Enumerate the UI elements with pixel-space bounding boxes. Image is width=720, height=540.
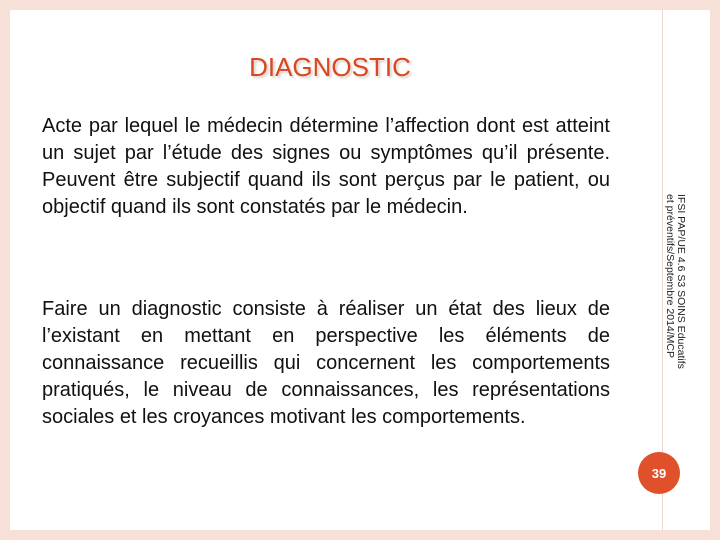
explanation-paragraph: Faire un diagnostic consiste à réaliser un état des lieux de l’existant en mettant en perspective les éléments de connaissance recueillis qui concernent les comportements pratiqués, le niveau de connaissances, les représentations sociales et les croyances motivant les comportements.	[42, 298, 610, 428]
definition-paragraph: Acte par lequel le médecin détermine l’affection dont est atteint un sujet par l’étude des signes ou symptômes qu’il présente. Peuvent être subjectif quand ils sont perçus par le patient, ou objectif quand ils sont constatés par le médecin.	[42, 115, 610, 218]
slide-title: DIAGNOSTIC	[249, 52, 411, 82]
slide	[10, 10, 710, 530]
footer-side-note: IFSI PAP/UE 4.6 S3 SOINS Educatifs et préventifs/Septembre 2014/MCP	[664, 194, 687, 369]
page-number-badge: 39	[638, 452, 680, 494]
